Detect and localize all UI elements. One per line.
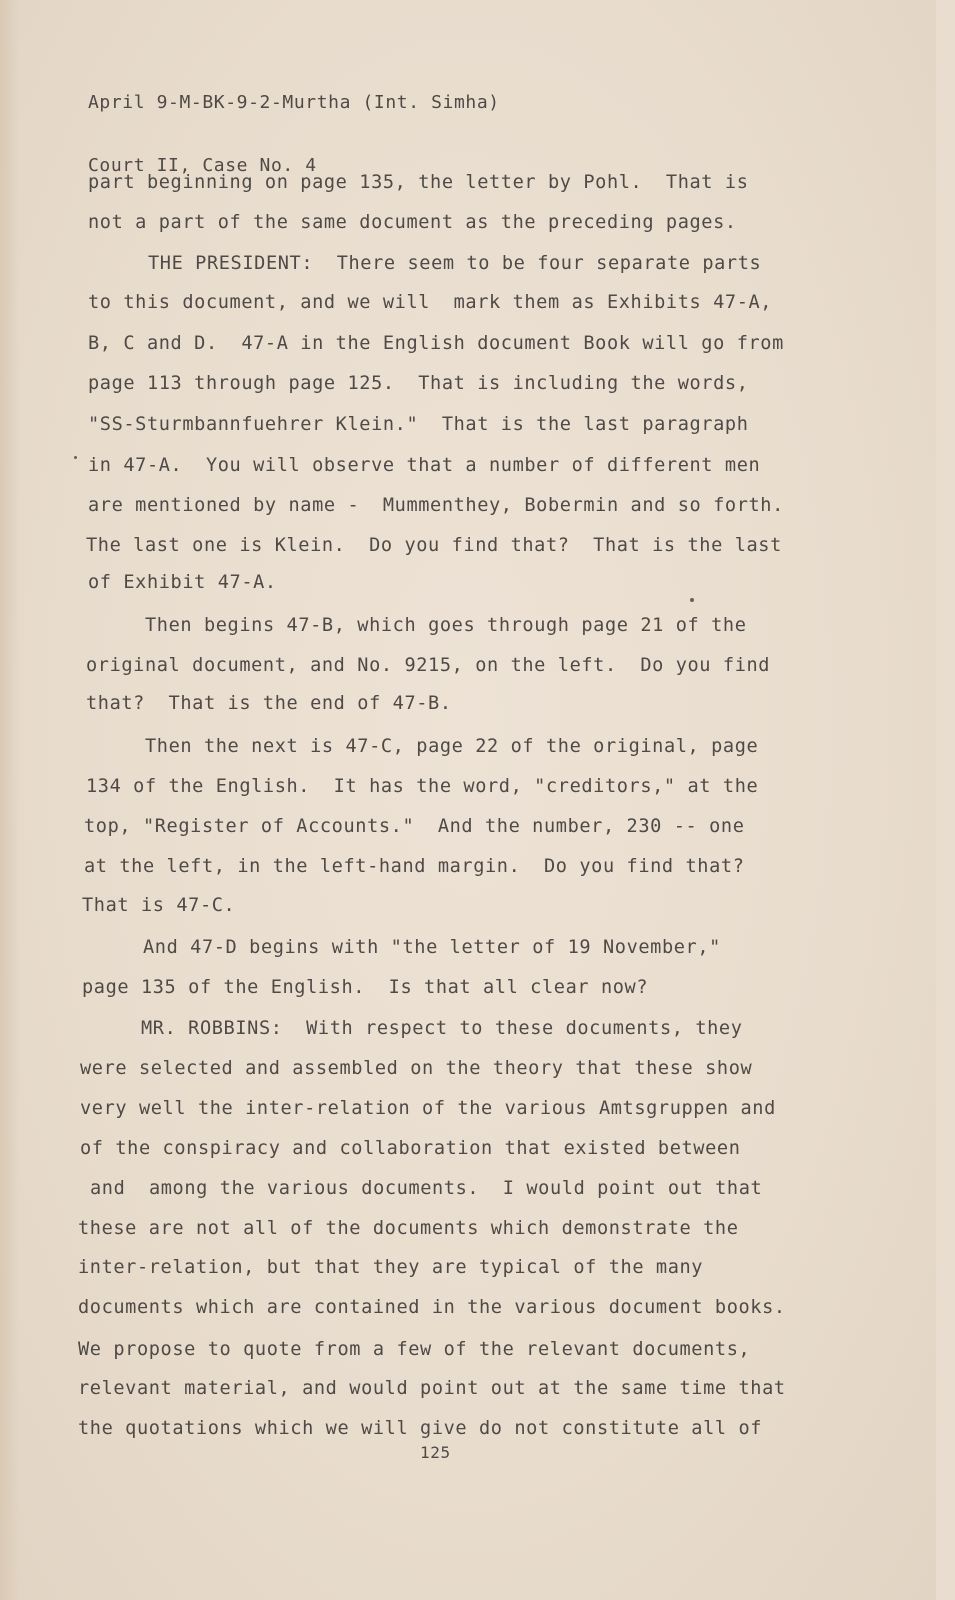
text-line: That is 47-C.: [82, 895, 236, 916]
text-line: in 47-A. You will observe that a number of different men: [88, 455, 761, 476]
text-line: of the conspiracy and collaboration that existed between: [80, 1138, 741, 1159]
text-line: We propose to quote from a few of the relevant documents,: [78, 1339, 751, 1360]
text-line: MR. ROBBINS: With respect to these documents, they: [141, 1018, 743, 1039]
text-line: top, "Register of Accounts." And the number, 230 -- one: [84, 816, 745, 837]
text-line: were selected and assembled on the theory that these show: [80, 1058, 753, 1079]
text-line: Then begins 47-B, which goes through page 21 of the: [145, 615, 747, 636]
text-line: The last one is Klein. Do you find that? That is the last: [86, 535, 782, 556]
page-number: 125: [420, 1443, 451, 1462]
text-line: these are not all of the documents which demonstrate the: [78, 1218, 739, 1239]
text-line: part beginning on page 135, the letter by Pohl. That is: [88, 172, 749, 193]
text-line: the quotations which we will give do not constitute all of: [78, 1418, 763, 1439]
text-line: THE PRESIDENT: There seem to be four separate parts: [148, 253, 762, 274]
text-line: original document, and No. 9215, on the left. Do you find: [86, 655, 771, 676]
text-line: relevant material, and would point out at the same time that: [78, 1378, 786, 1399]
text-line: Then the next is 47-C, page 22 of the original, page: [145, 736, 759, 757]
text-line: And 47-D begins with "the letter of 19 November,": [143, 937, 721, 958]
text-line: at the left, in the left-hand margin. Do you find that?: [84, 856, 745, 877]
text-line: that? That is the end of 47-B.: [86, 693, 452, 714]
text-line: to this document, and we will mark them as Exhibits 47-A,: [88, 292, 773, 313]
text-line: page 113 through page 125. That is including the words,: [88, 373, 749, 394]
header-line-2: Court II, Case No. 4: [88, 155, 317, 176]
text-line: B, C and D. 47-A in the English document Book will go from: [88, 333, 784, 354]
ink-speck: [690, 598, 694, 602]
text-line: are mentioned by name - Mummenthey, Bobermin and so forth.: [88, 495, 784, 516]
text-line: and among the various documents. I would point out that: [90, 1178, 763, 1199]
ink-speck: [74, 456, 77, 459]
text-line: of Exhibit 47-A.: [88, 572, 277, 593]
text-line: page 135 of the English. Is that all clear now?: [82, 977, 649, 998]
text-line: documents which are contained in the various document books.: [78, 1297, 786, 1318]
text-line: not a part of the same document as the preceding pages.: [88, 212, 737, 233]
text-line: very well the inter-relation of the various Amtsgruppen and: [80, 1098, 776, 1119]
header-line-1: April 9-M-BK-9-2-Murtha (Int. Simha): [88, 92, 500, 113]
text-line: "SS-Sturmbannfuehrer Klein." That is the last paragraph: [88, 414, 749, 435]
text-line: 134 of the English. It has the word, "creditors," at the: [86, 776, 759, 797]
text-line: inter-relation, but that they are typical of the many: [78, 1257, 704, 1278]
